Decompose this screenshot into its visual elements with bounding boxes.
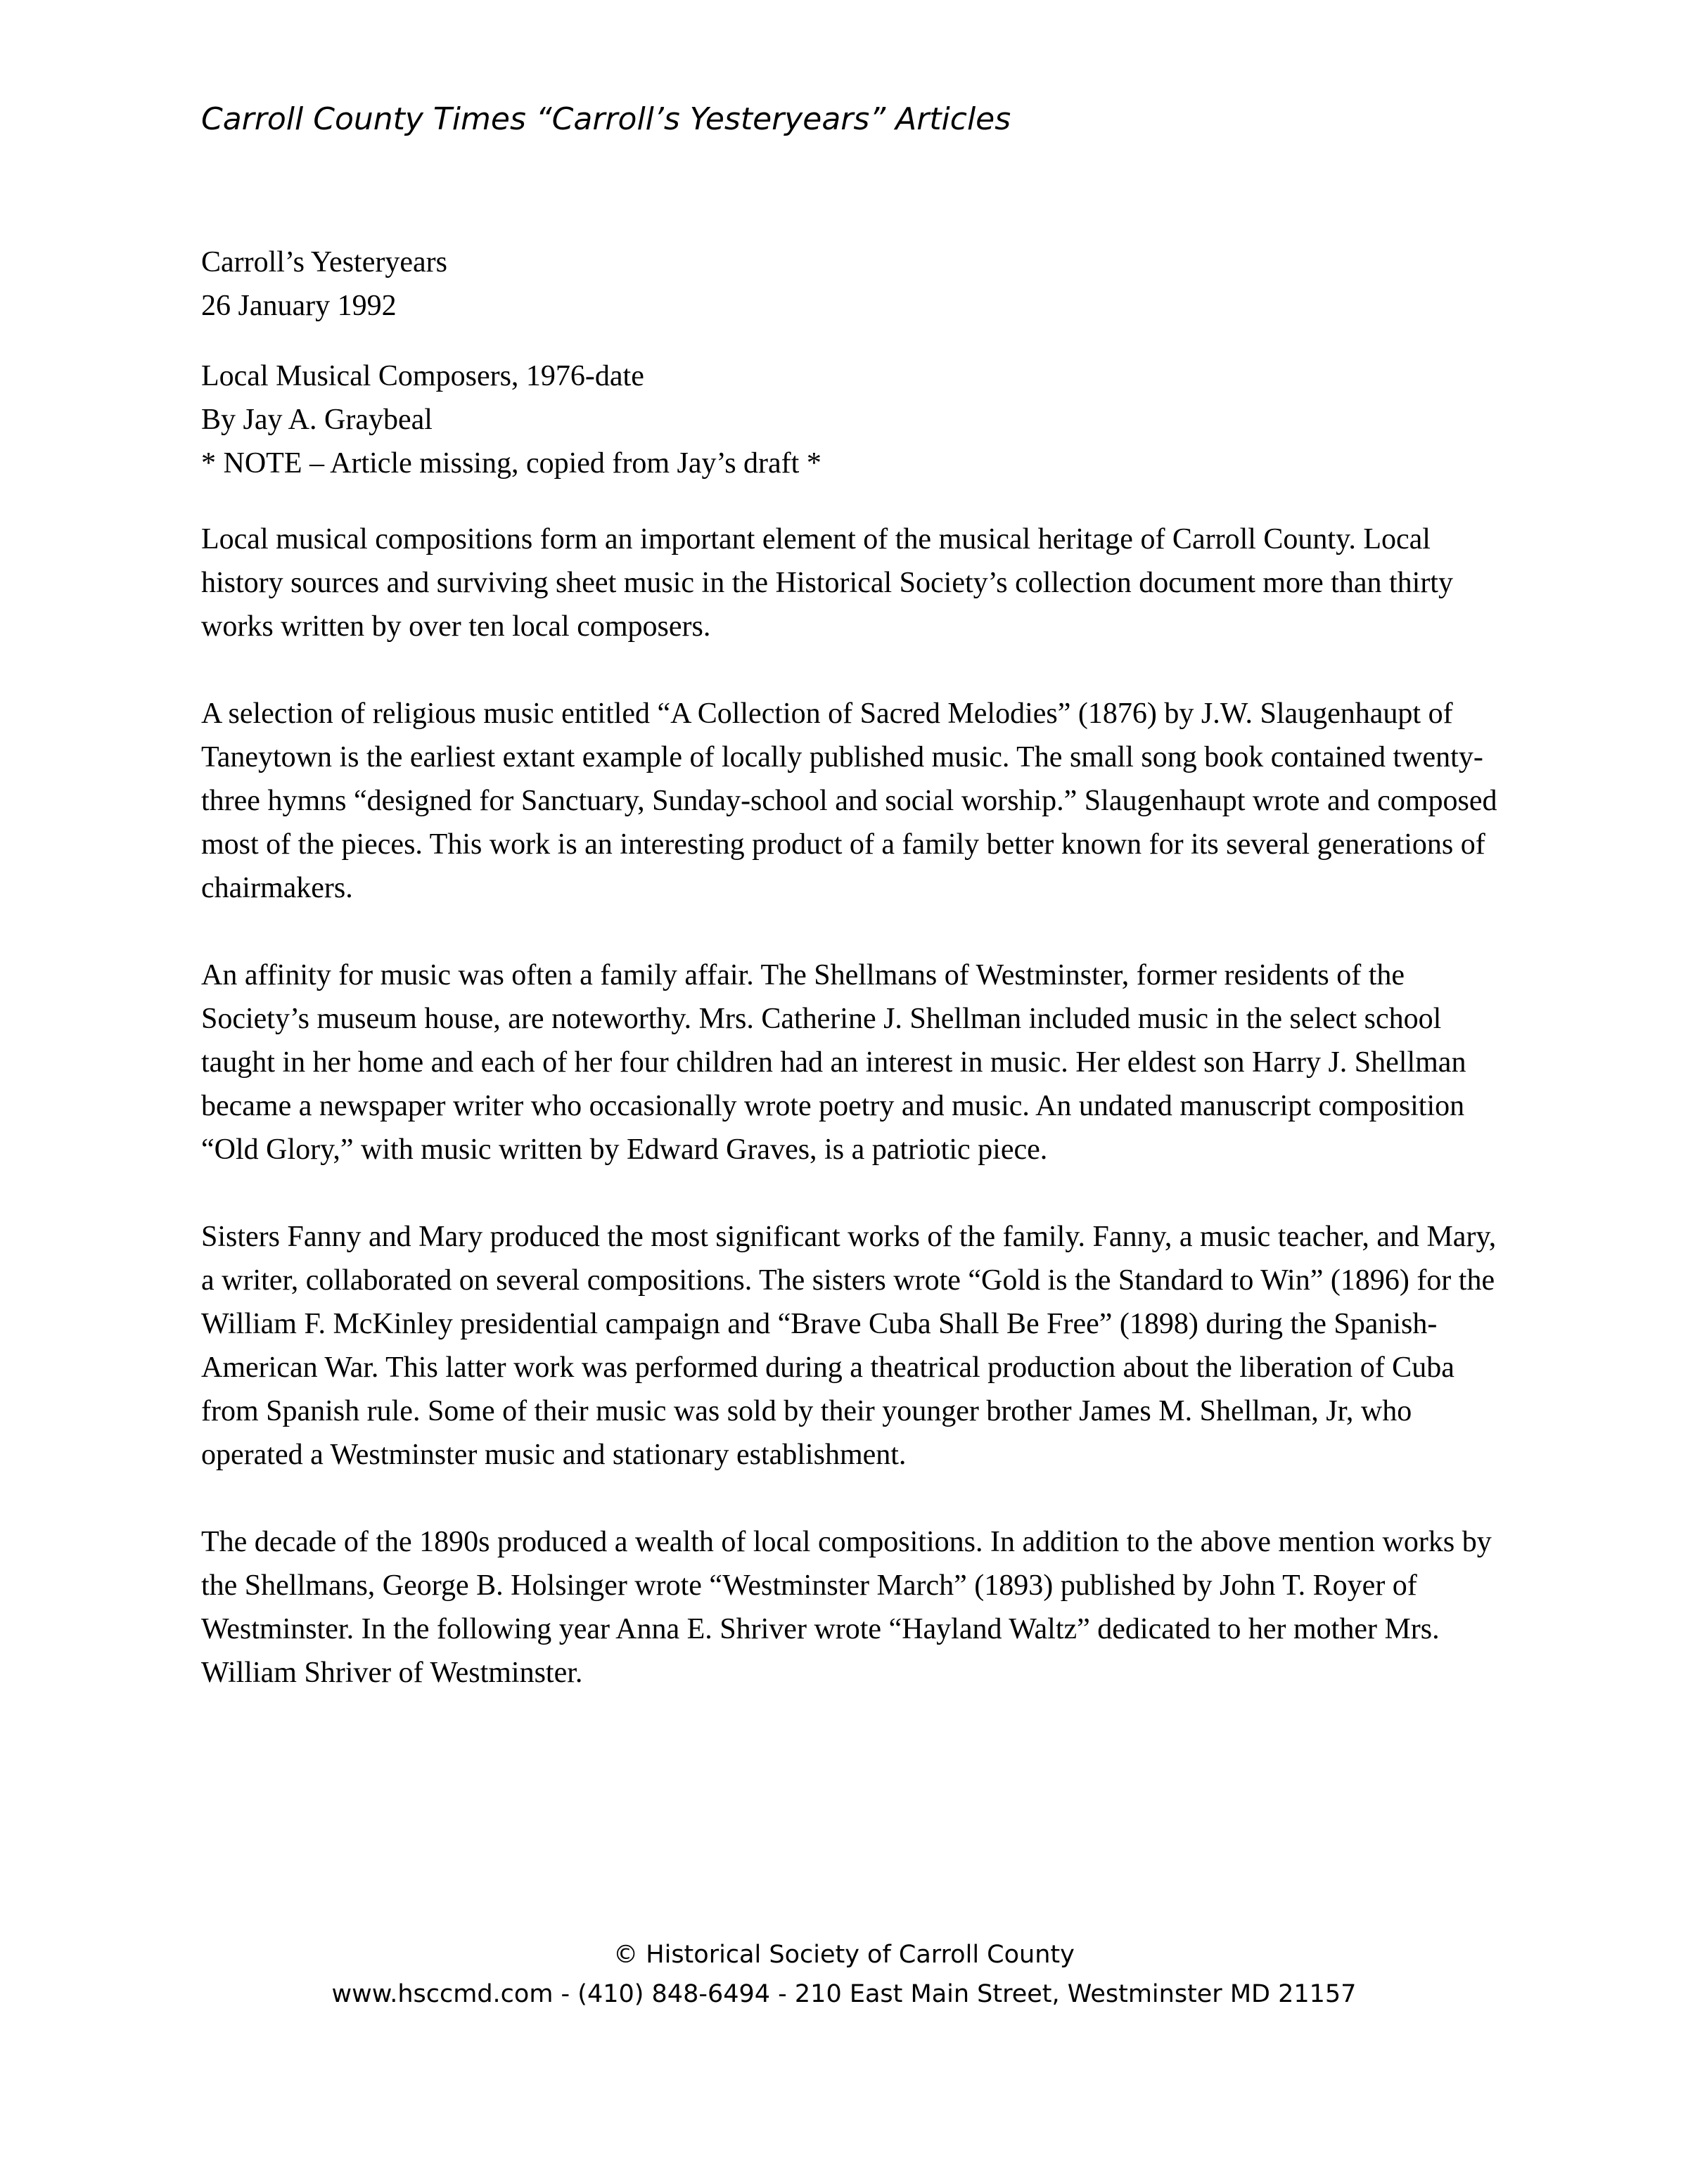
article-title: Local Musical Composers, 1976-date xyxy=(201,360,644,392)
article-paragraph: An affinity for music was often a family affair. The Shellmans of Westminster, former residents of the Society’s museum house, are noteworthy. Mrs. Catherine J. Shellman included music in the select school taught in her home and each of her four children had an interest in music. Her eldest son Harry J. Shellman became a newspaper writer who occasionally wrote poetry and music. An undated manuscript composition “Old Glory,” with music written by Edward Graves, is a patriotic piece. xyxy=(201,959,1466,1166)
footer-copyright: © Historical Society of Carroll County xyxy=(613,1941,1075,1969)
page-footer xyxy=(0,1935,1688,2014)
page-header-title: Carroll County Times “Carroll’s Yesteryears” Articles xyxy=(201,101,1011,137)
article-series: Carroll’s Yesteryears xyxy=(201,246,447,278)
article-paragraph: A selection of religious music entitled “A Collection of Sacred Melodies” (1876) by J.W. Slaugenhaupt of Taneytown is the earliest extant example of locally published music. The small song book contained twenty-three hymns “designed for Sanctuary, Sunday-school and social worship.” Slaugenhaupt wrote and composed most of the pieces. This work is an interesting product of a family better known for its several generations of chairmakers. xyxy=(201,698,1497,904)
article-paragraph: The decade of the 1890s produced a wealth of local compositions. In addition to the above mention works by the Shellmans, George B. Holsinger wrote “Westminster March” (1893) published by John T. Royer of Westminster. In the following year Anna E. Shriver wrote “Hayland Waltz” dedicated to her mother Mrs. William Shriver of Westminster. xyxy=(201,1526,1492,1689)
article-date: 26 January 1992 xyxy=(201,290,397,322)
article-paragraph: Local musical compositions form an important element of the musical heritage of Carroll County. Local history sources and surviving sheet music in the Historical Society’s collection document more than thirty works written by over ten local composers. xyxy=(201,523,1453,643)
footer-contact: www.hsccmd.com - (410) 848-6494 - 210 East Main Street, Westminster MD 21157 xyxy=(331,1980,1357,2008)
article-dateline xyxy=(201,240,1537,328)
article-byline: By Jay A. Graybeal xyxy=(201,404,433,436)
article-heading xyxy=(201,354,1537,485)
article-body xyxy=(201,518,1516,1738)
article-paragraph: Sisters Fanny and Mary produced the most significant works of the family. Fanny, a music teacher, and Mary, a writer, collaborated on several compositions. The sisters wrote “Gold is the Standard to Win” (1896) for the William F. McKinley presidential campaign and “Brave Cuba Shall Be Free” (1898) during the Spanish-American War. This latter work was performed during a theatrical production about the liberation of Cuba from Spanish rule. Some of their music was sold by their younger brother James M. Shellman, Jr, who operated a Westminster music and stationary establishment. xyxy=(201,1221,1497,1471)
article-note: * NOTE – Article missing, copied from Jay’s draft * xyxy=(201,447,821,480)
